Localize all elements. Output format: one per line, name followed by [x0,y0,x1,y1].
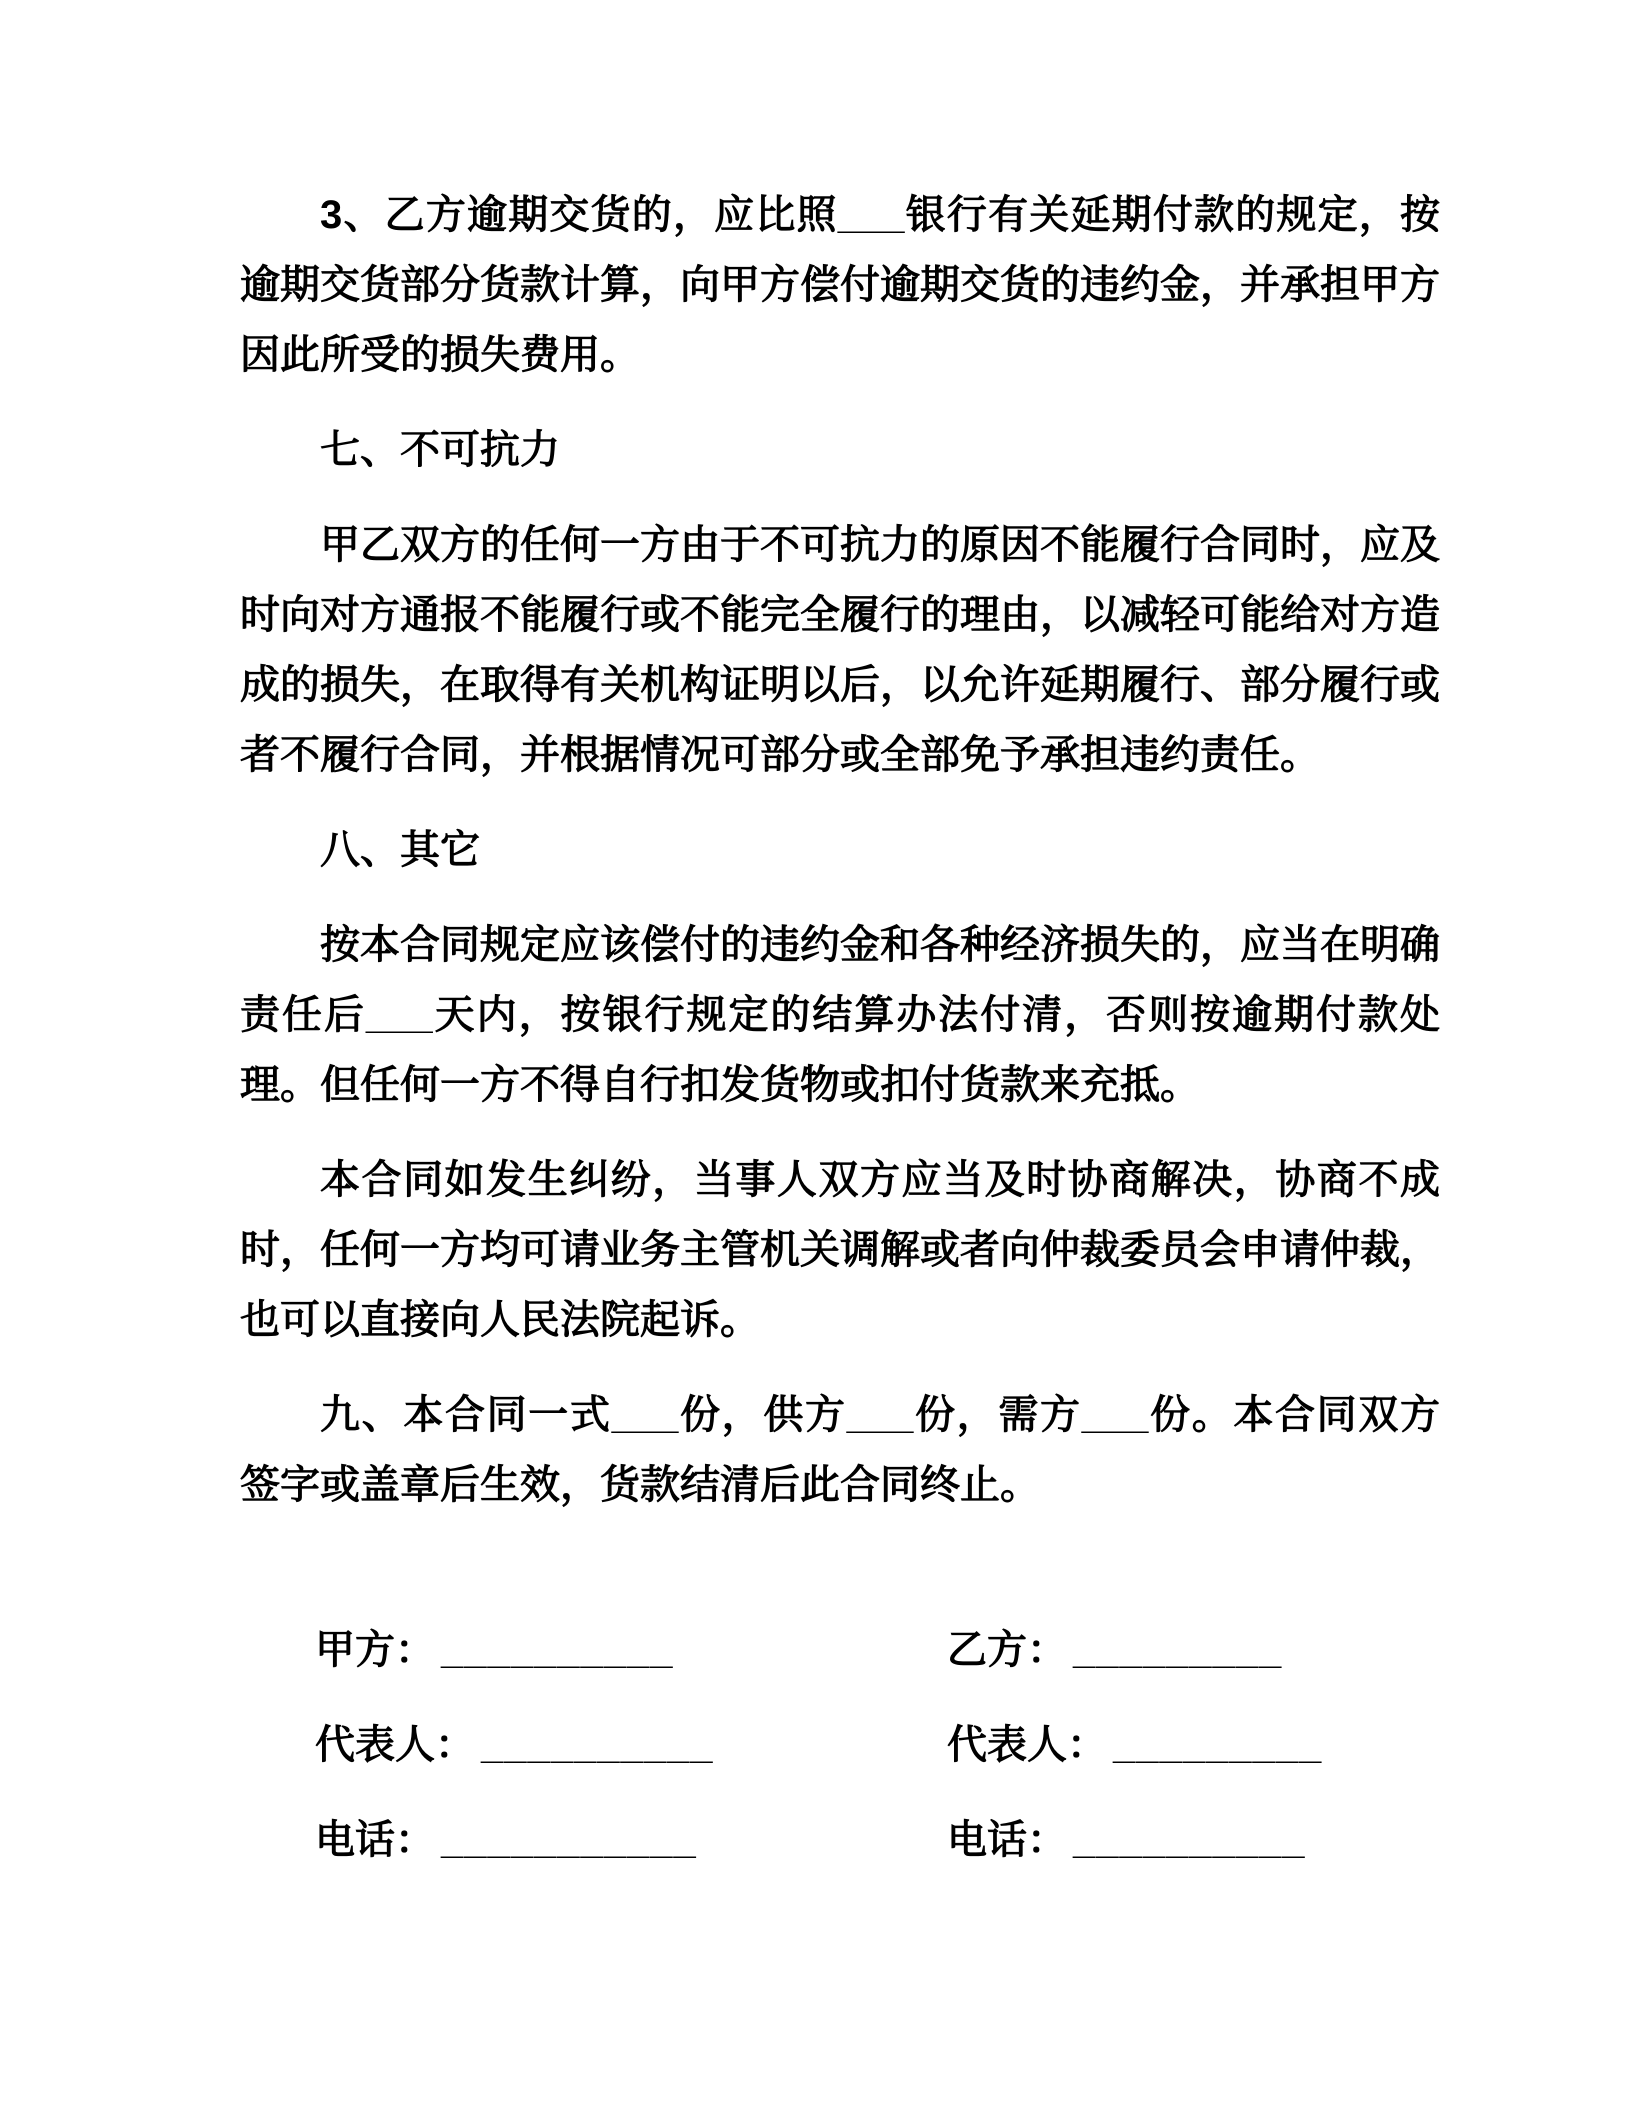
representative-b-blank-line: _________ [1113,1723,1323,1767]
representative-a-field [240,1710,872,1780]
signature-row-representative [240,1710,1440,1780]
phone-a-blank-line: ___________ [441,1818,697,1862]
party-a-blank-line: __________ [441,1628,674,1672]
penalty-settlement-paragraph: 按本合同规定应该偿付的违约金和各种经济损失的，应当在明确责任后___天内，按银行规定的结算办法付清，否则按逾期付款处理。但任何一方不得自行扣发货物或扣付货款来充抵。 [240,923,1440,1107]
section-8-other-heading: 八、其它 [320,828,480,872]
phone-a-label: 电话： [315,1818,435,1862]
party-b-field [872,1615,1282,1685]
signature-row-phone [240,1805,1440,1875]
section-7-force-majeure-heading: 七、不可抗力 [320,428,560,472]
force-majeure-paragraph: 甲乙双方的任何一方由于不可抗力的原因不能履行合同时，应及时向对方通报不能履行或不能完全履行的理由，以减轻可能给对方造成的损失，在取得有关机构证明以后，以允许延期履行、部分履行或者不履行合同，并根据情况可部分或全部免予承担违约责任。 [240,523,1440,777]
representative-b-label: 代表人： [947,1723,1107,1767]
representative-a-label: 代表人： [315,1723,475,1767]
phone-b-label: 电话： [947,1818,1067,1862]
party-a-field [240,1615,872,1685]
clause-9-copies-paragraph: 九、本合同一式___份，供方___份，需方___份。本合同双方签字或盖章后生效，货款结清后此合同终止。 [240,1393,1440,1507]
party-b-label: 乙方： [947,1628,1067,1672]
party-a-label: 甲方： [315,1628,435,1672]
party-b-blank-line: _________ [1073,1628,1283,1672]
dispute-resolution-paragraph: 本合同如发生纠纷，当事人双方应当及时协商解决，协商不成时，任何一方均可请业务主管机关调解或者向仲裁委员会申请仲裁，也可以直接向人民法院起诉。 [240,1158,1440,1342]
phone-b-field [872,1805,1305,1875]
clause-3-late-delivery-paragraph: 3、乙方逾期交货的，应比照___银行有关延期付款的规定，按逾期交货部分货款计算，向甲方偿付逾期交货的违约金，并承担甲方因此所受的损失费用。 [240,193,1440,377]
representative-a-blank-line: __________ [481,1723,714,1767]
signature-row-party [240,1615,1440,1685]
phone-a-field [240,1805,872,1875]
signature-block [240,1615,1440,1875]
representative-b-field [872,1710,1322,1780]
phone-b-blank-line: __________ [1073,1818,1306,1862]
